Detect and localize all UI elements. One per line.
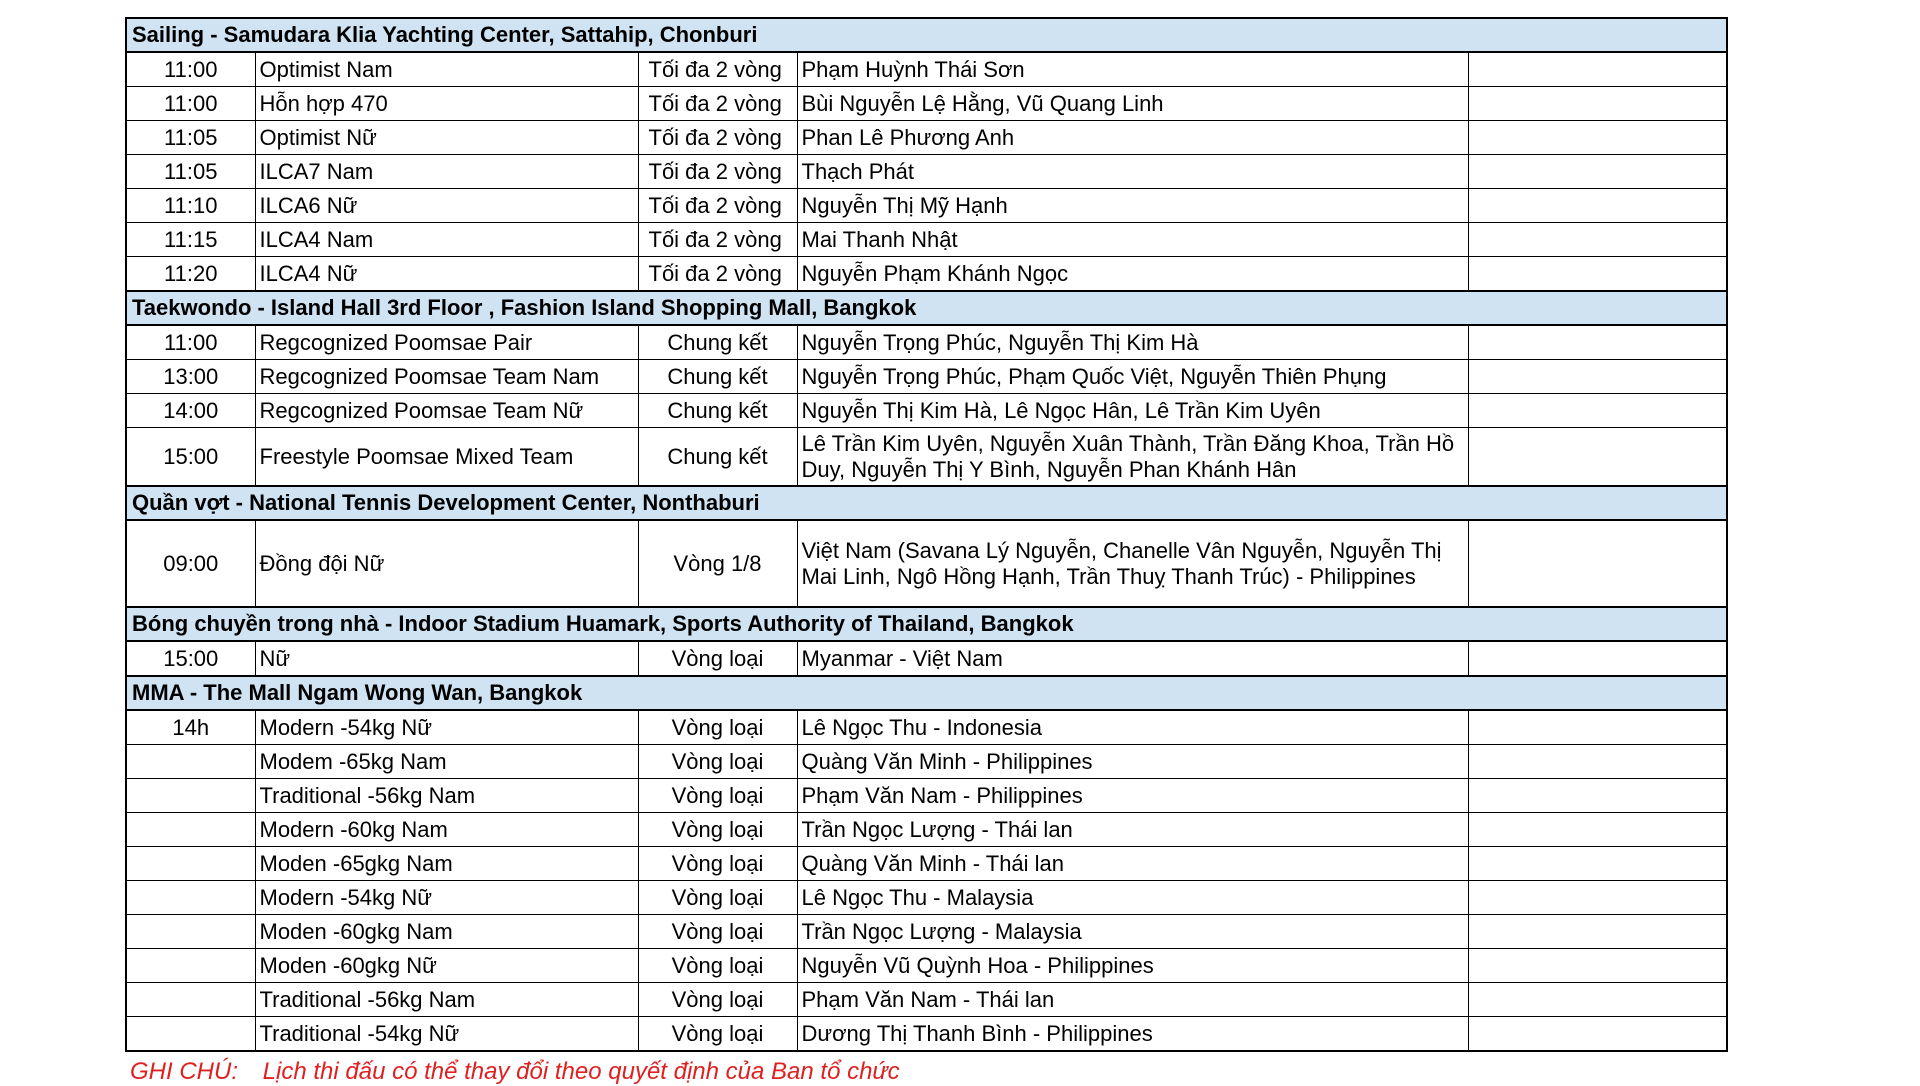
time-cell: 11:15 xyxy=(126,223,255,257)
empty-cell xyxy=(1468,189,1727,223)
athletes-cell: Nguyễn Thị Mỹ Hạnh xyxy=(797,189,1468,223)
empty-cell xyxy=(1468,881,1727,915)
time-cell: 11:00 xyxy=(126,325,255,360)
event-cell: ILCA4 Nữ xyxy=(255,257,638,292)
section-header xyxy=(126,291,1727,325)
athletes-cell: Quàng Văn Minh - Thái lan xyxy=(797,847,1468,881)
table-row xyxy=(126,813,1727,847)
athletes-cell: Trần Ngọc Lượng - Malaysia xyxy=(797,915,1468,949)
athletes-cell: Việt Nam (Savana Lý Nguyễn, Chanelle Vân Nguyễn, Nguyễn Thị Mai Linh, Ngô Hồng Hạnh, Trần Thuỵ Thanh Trúc) - Philippines xyxy=(797,520,1468,607)
table-row xyxy=(126,881,1727,915)
round-cell: Vòng loại xyxy=(638,745,797,779)
section-header xyxy=(126,607,1727,641)
table-row xyxy=(126,87,1727,121)
note-label: GHI CHÚ: xyxy=(130,1058,238,1085)
event-cell: Regcognized Poomsae Team Nữ xyxy=(255,394,638,428)
athletes-cell: Bùi Nguyễn Lệ Hằng, Vũ Quang Linh xyxy=(797,87,1468,121)
athletes-cell: Nguyễn Trọng Phúc, Nguyễn Thị Kim Hà xyxy=(797,325,1468,360)
athletes-cell: Phạm Huỳnh Thái Sơn xyxy=(797,52,1468,87)
event-cell: Moden -60gkg Nam xyxy=(255,915,638,949)
time-cell: 11:05 xyxy=(126,121,255,155)
round-cell: Tối đa 2 vòng xyxy=(638,87,797,121)
round-cell: Vòng loại xyxy=(638,813,797,847)
section-header xyxy=(126,676,1727,710)
athletes-cell: Trần Ngọc Lượng - Thái lan xyxy=(797,813,1468,847)
note-text: Lịch thi đấu có thể thay đổi theo quyết định của Ban tổ chức xyxy=(262,1058,900,1085)
round-cell: Vòng loại xyxy=(638,641,797,676)
empty-cell xyxy=(1468,52,1727,87)
empty-cell xyxy=(1468,223,1727,257)
event-cell: Optimist Nam xyxy=(255,52,638,87)
event-cell: ILCA6 Nữ xyxy=(255,189,638,223)
section-title: Sailing - Samudara Klia Yachting Center, Sattahip, Chonburi xyxy=(126,18,1727,52)
empty-cell xyxy=(1468,325,1727,360)
round-cell: Chung kết xyxy=(638,325,797,360)
athletes-cell: Dương Thị Thanh Bình - Philippines xyxy=(797,1017,1468,1052)
athletes-cell: Phạm Văn Nam - Thái lan xyxy=(797,983,1468,1017)
athletes-cell: Nguyễn Trọng Phúc, Phạm Quốc Việt, Nguyễn Thiên Phụng xyxy=(797,360,1468,394)
event-cell: ILCA7 Nam xyxy=(255,155,638,189)
round-cell: Chung kết xyxy=(638,360,797,394)
table-row xyxy=(126,710,1727,745)
event-cell: Modern -60kg Nam xyxy=(255,813,638,847)
round-cell: Vòng loại xyxy=(638,779,797,813)
time-cell: 15:00 xyxy=(126,641,255,676)
section-title: MMA - The Mall Ngam Wong Wan, Bangkok xyxy=(126,676,1727,710)
time-cell: 11:00 xyxy=(126,52,255,87)
empty-cell xyxy=(1468,394,1727,428)
empty-cell xyxy=(1468,949,1727,983)
empty-cell xyxy=(1468,87,1727,121)
table-row xyxy=(126,360,1727,394)
athletes-cell: Nguyễn Vũ Quỳnh Hoa - Philippines xyxy=(797,949,1468,983)
time-cell: 11:05 xyxy=(126,155,255,189)
round-cell: Chung kết xyxy=(638,394,797,428)
time-cell: 13:00 xyxy=(126,360,255,394)
empty-cell xyxy=(1468,983,1727,1017)
table-row xyxy=(126,428,1727,487)
round-cell: Tối đa 2 vòng xyxy=(638,189,797,223)
empty-cell xyxy=(1468,360,1727,394)
section-title: Bóng chuyền trong nhà - Indoor Stadium Huamark, Sports Authority of Thailand, Bangkok xyxy=(126,607,1727,641)
table-row xyxy=(126,520,1727,607)
section-header xyxy=(126,486,1727,520)
table-row xyxy=(126,223,1727,257)
time-cell xyxy=(126,847,255,881)
time-cell xyxy=(126,745,255,779)
athletes-cell: Lê Trần Kim Uyên, Nguyễn Xuân Thành, Trần Đăng Khoa, Trần Hồ Duy, Nguyễn Thị Y Bình, Nguyễn Phan Khánh Hân xyxy=(797,428,1468,487)
section-header xyxy=(126,18,1727,52)
round-cell: Vòng loại xyxy=(638,949,797,983)
event-cell: Modern -54kg Nữ xyxy=(255,881,638,915)
time-cell: 14h xyxy=(126,710,255,745)
table-row xyxy=(126,745,1727,779)
athletes-cell: Nguyễn Thị Kim Hà, Lê Ngọc Hân, Lê Trần Kim Uyên xyxy=(797,394,1468,428)
empty-cell xyxy=(1468,428,1727,487)
event-cell: Moden -65gkg Nam xyxy=(255,847,638,881)
table-row xyxy=(126,155,1727,189)
event-cell: Optimist Nữ xyxy=(255,121,638,155)
time-cell xyxy=(126,983,255,1017)
time-cell: 14:00 xyxy=(126,394,255,428)
empty-cell xyxy=(1468,641,1727,676)
time-cell xyxy=(126,881,255,915)
table-row xyxy=(126,779,1727,813)
athletes-cell: Quàng Văn Minh - Philippines xyxy=(797,745,1468,779)
round-cell: Chung kết xyxy=(638,428,797,487)
time-cell: 11:00 xyxy=(126,87,255,121)
event-cell: ILCA4 Nam xyxy=(255,223,638,257)
empty-cell xyxy=(1468,520,1727,607)
event-cell: Đồng đội Nữ xyxy=(255,520,638,607)
event-cell: Traditional -54kg Nữ xyxy=(255,1017,638,1052)
section-title: Quần vợt - National Tennis Development Center, Nonthaburi xyxy=(126,486,1727,520)
schedule-note xyxy=(130,1058,900,1086)
table-row xyxy=(126,257,1727,292)
time-cell: 11:20 xyxy=(126,257,255,292)
athletes-cell: Myanmar - Việt Nam xyxy=(797,641,1468,676)
event-cell: Moden -60gkg Nữ xyxy=(255,949,638,983)
event-cell: Modem -65kg Nam xyxy=(255,745,638,779)
empty-cell xyxy=(1468,710,1727,745)
time-cell xyxy=(126,813,255,847)
athletes-cell: Mai Thanh Nhật xyxy=(797,223,1468,257)
table-row xyxy=(126,394,1727,428)
event-cell: Regcognized Poomsae Team Nam xyxy=(255,360,638,394)
time-cell: 09:00 xyxy=(126,520,255,607)
time-cell xyxy=(126,779,255,813)
round-cell: Vòng loại xyxy=(638,983,797,1017)
time-cell: 11:10 xyxy=(126,189,255,223)
athletes-cell: Phạm Văn Nam - Philippines xyxy=(797,779,1468,813)
table-row xyxy=(126,983,1727,1017)
time-cell xyxy=(126,915,255,949)
table-row xyxy=(126,121,1727,155)
table-row xyxy=(126,189,1727,223)
round-cell: Vòng loại xyxy=(638,915,797,949)
schedule-table xyxy=(125,17,1728,1052)
table-row xyxy=(126,325,1727,360)
event-cell: Nữ xyxy=(255,641,638,676)
time-cell xyxy=(126,949,255,983)
table-row xyxy=(126,641,1727,676)
time-cell xyxy=(126,1017,255,1052)
round-cell: Vòng loại xyxy=(638,847,797,881)
event-cell: Freestyle Poomsae Mixed Team xyxy=(255,428,638,487)
round-cell: Tối đa 2 vòng xyxy=(638,257,797,292)
empty-cell xyxy=(1468,121,1727,155)
empty-cell xyxy=(1468,257,1727,292)
table-row xyxy=(126,52,1727,87)
table-row xyxy=(126,915,1727,949)
athletes-cell: Lê Ngọc Thu - Indonesia xyxy=(797,710,1468,745)
round-cell: Tối đa 2 vòng xyxy=(638,52,797,87)
empty-cell xyxy=(1468,155,1727,189)
empty-cell xyxy=(1468,779,1727,813)
athletes-cell: Phan Lê Phương Anh xyxy=(797,121,1468,155)
athletes-cell: Nguyễn Phạm Khánh Ngọc xyxy=(797,257,1468,292)
schedule-body xyxy=(126,18,1727,1051)
empty-cell xyxy=(1468,745,1727,779)
round-cell: Vòng loại xyxy=(638,881,797,915)
round-cell: Vòng loại xyxy=(638,1017,797,1052)
athletes-cell: Lê Ngọc Thu - Malaysia xyxy=(797,881,1468,915)
event-cell: Regcognized Poomsae Pair xyxy=(255,325,638,360)
empty-cell xyxy=(1468,813,1727,847)
section-title: Taekwondo - Island Hall 3rd Floor , Fashion Island Shopping Mall, Bangkok xyxy=(126,291,1727,325)
athletes-cell: Thạch Phát xyxy=(797,155,1468,189)
round-cell: Tối đa 2 vòng xyxy=(638,121,797,155)
event-cell: Hỗn hợp 470 xyxy=(255,87,638,121)
empty-cell xyxy=(1468,847,1727,881)
empty-cell xyxy=(1468,1017,1727,1052)
table-row xyxy=(126,1017,1727,1052)
table-row xyxy=(126,847,1727,881)
table-row xyxy=(126,949,1727,983)
empty-cell xyxy=(1468,915,1727,949)
round-cell: Tối đa 2 vòng xyxy=(638,155,797,189)
round-cell: Vòng loại xyxy=(638,710,797,745)
round-cell: Tối đa 2 vòng xyxy=(638,223,797,257)
round-cell: Vòng 1/8 xyxy=(638,520,797,607)
event-cell: Traditional -56kg Nam xyxy=(255,779,638,813)
event-cell: Traditional -56kg Nam xyxy=(255,983,638,1017)
time-cell: 15:00 xyxy=(126,428,255,487)
event-cell: Modern -54kg Nữ xyxy=(255,710,638,745)
